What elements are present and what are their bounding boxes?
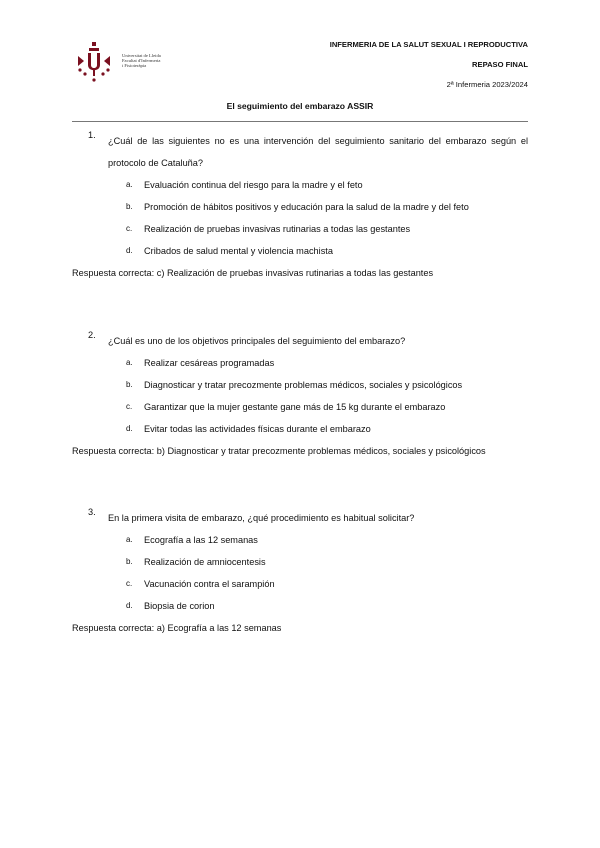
option-text: Promoción de hábitos positivos y educación para la salud de la madre y del feto: [144, 202, 469, 212]
option-letter: b.: [126, 380, 133, 389]
correct-answer: Respuesta correcta: a) Ecografía a las 12 semanas: [72, 623, 282, 633]
option-text: Realización de amniocentesis: [144, 557, 266, 567]
question-number-cell: [72, 330, 108, 352]
option-letter: d.: [126, 424, 133, 433]
option-text: Realizar cesáreas programadas: [144, 358, 275, 368]
option-item: [126, 529, 528, 551]
option-list: [126, 352, 528, 440]
option-letter: b.: [126, 202, 133, 211]
option-letter: c.: [126, 579, 133, 588]
question-block: [72, 507, 528, 639]
option-text: Vacunación contra el sarampión: [144, 579, 275, 589]
question-number-cell: [72, 130, 108, 174]
option-letter: b.: [126, 557, 133, 566]
option-text: Biopsia de corion: [144, 601, 215, 611]
question-block: [72, 130, 528, 284]
option-item: [126, 573, 528, 595]
option-item: [126, 240, 528, 262]
option-list: [126, 174, 528, 262]
question-number: 2.: [88, 330, 96, 340]
question-heading: [72, 330, 528, 352]
option-text: Garantizar que la mujer gestante gane más de 15 kg durante el embarazo: [144, 402, 446, 412]
university-logo: [76, 40, 186, 84]
option-item: [126, 396, 528, 418]
option-item: [126, 174, 528, 196]
header-divider: [72, 121, 528, 122]
option-item: [126, 352, 528, 374]
correct-answer: Respuesta correcta: c) Realización de pruebas invasivas rutinarias a todas las gestantes: [72, 268, 434, 278]
question-number: 1.: [88, 130, 96, 140]
option-item: [126, 374, 528, 396]
question-text: ¿Cuál es uno de los objetivos principales del seguimiento del embarazo?: [108, 336, 406, 346]
option-letter: d.: [126, 601, 133, 610]
option-list: [126, 529, 528, 617]
question-number: 3.: [88, 507, 96, 517]
option-text: Evitar todas las actividades físicas durante el embarazo: [144, 424, 371, 434]
option-item: [126, 218, 528, 240]
question-block: [72, 330, 528, 462]
option-letter: c.: [126, 224, 133, 233]
logo-text: [122, 53, 161, 69]
exam-title: REPASO FINAL: [472, 60, 528, 69]
option-item: [126, 418, 528, 440]
option-letter: d.: [126, 246, 133, 255]
option-letter: a.: [126, 358, 133, 367]
option-item: [126, 196, 528, 218]
correct-answer: Respuesta correcta: b) Diagnosticar y tratar precozmente problemas médicos, sociales y psicológicos: [72, 446, 486, 456]
option-text: Realización de pruebas invasivas rutinarias a todas las gestantes: [144, 224, 411, 234]
page-title: El seguimiento del embarazo ASSIR: [226, 101, 374, 111]
question-number-cell: [72, 507, 108, 529]
option-text: Cribados de salud mental y violencia machista: [144, 246, 333, 256]
year-line: 2ª Infermeria 2023/2024: [446, 80, 528, 89]
option-text: Evaluación continua del riesgo para la madre y el feto: [144, 180, 363, 190]
option-text: Diagnosticar y tratar precozmente problemas médicos, sociales y psicológicos: [144, 380, 463, 390]
logo-line: i Fisioteràpia: [122, 63, 147, 69]
question-heading: [72, 130, 528, 174]
question-heading: [72, 507, 528, 529]
option-letter: a.: [126, 180, 133, 189]
logo-line: Universitat de Lleida: [122, 53, 161, 58]
question-text: ¿Cuál de las siguientes no es una intervención del seguimiento sanitario del embarazo según el protocolo de Cataluña?: [108, 136, 528, 168]
university-crest-icon: [76, 40, 120, 84]
option-text: Ecografía a las 12 semanas: [144, 535, 258, 545]
option-item: [126, 551, 528, 573]
option-item: [126, 595, 528, 617]
question-text: En la primera visita de embarazo, ¿qué procedimiento es habitual solicitar?: [108, 513, 415, 523]
course-title: INFERMERIA DE LA SALUT SEXUAL I REPRODUCTIVA: [329, 40, 528, 49]
logo-line: Facultat d'Infermeria: [122, 58, 161, 64]
option-letter: a.: [126, 535, 133, 544]
option-letter: c.: [126, 402, 133, 411]
